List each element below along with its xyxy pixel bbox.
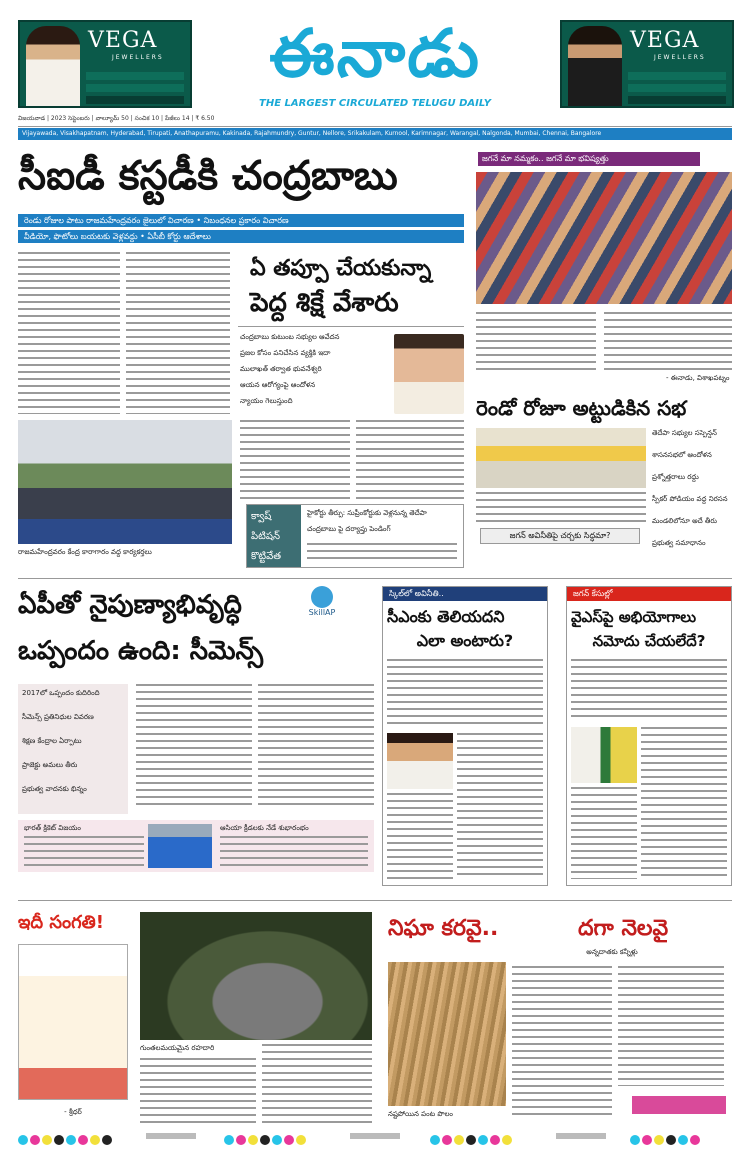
skill-logo-text: SkillAP [308, 608, 336, 617]
jagan-case-headline-1: వైఎస్‌పై అభియోగాలు [571, 608, 697, 626]
assembly-bullet: ప్రభుత్వ సమాధానం [652, 539, 706, 547]
cartoon-box [18, 912, 128, 1126]
lead-subhead-2: పెద్ద శిక్షే వేశారు [250, 288, 399, 318]
protest-box [476, 148, 732, 384]
assembly-bullet: స్పీకర్ పోడియం వద్ద నిరసన [652, 495, 728, 503]
strip-left: భారత్ క్రికెట్ విజయం [24, 824, 81, 832]
lead-column-2 [126, 252, 230, 414]
lead-photo-caption: రాజమహేంద్రవరం కేంద్ర కారాగారం వద్ద కార్యకర్తలు [18, 548, 152, 556]
road-caption: గుంతలమయమైన రహదారి [140, 1044, 215, 1052]
skill-case-headline-1: సీఎంకు తెలియదని [387, 607, 505, 626]
assembly-box [476, 392, 732, 572]
skill-case-headline-2: ఎలా అంటారు? [416, 631, 514, 650]
protest-photo [476, 172, 732, 304]
assembly-bullet: మండలిలోనూ అదే తీరు [652, 517, 717, 525]
editions-bar: Vijayawada, Visakhapatnam, Hyderabad, Tirupati, Anathapuramu, Kakinada, Rajahmundry, Guntur, Nellore, Srikakulam, Kurnool, Karimnagar, Warangal, Nalgonda, Mumbai, Chennai, Bangalore [18, 128, 732, 140]
lead-column-3 [240, 420, 350, 500]
rain-box [382, 912, 732, 1126]
skill-case-box [382, 586, 548, 886]
ad-banner-right[interactable] [560, 20, 734, 108]
jagan-case-headline-2: నమోదు చేయలేదే? [592, 632, 706, 650]
skill-bullet: సీమెన్స్ ప్రతినిధుల వివరణ [22, 713, 94, 721]
cartoon-title: ఇదీ సంగతి! [18, 912, 104, 933]
ad-brand: VEGA [88, 28, 158, 53]
assembly-bullet: ప్రశ్నోత్తరాలు రద్దు [652, 473, 699, 481]
quash-label: క్వాష్ పిటిషన్ కొట్టివేత [247, 505, 301, 567]
skill-bullet: ప్రాజెక్టు అమలు తీరు [22, 761, 78, 769]
assembly-headline: రెండో రోజూ అట్టుడికిన సభ [476, 396, 687, 420]
rain-headline-1: నిఘా కరవై.. [388, 916, 499, 941]
lead-bullet: ఆయన ఆరోగ్యంపై ఆందోళన [240, 381, 316, 389]
skill-bullet: ప్రభుత్వ వాదనకు భిన్నం [22, 785, 87, 793]
ad-person-image [26, 26, 80, 108]
assembly-bullet: శాసనసభలో ఆందోళన [652, 451, 712, 459]
lead-banner-2: వీడియో, ఫొటోలు బయటకు వెళ్లవద్దు • ఏసీబీ కోర్టు ఆదేశాలు [18, 230, 464, 243]
rain-badge [632, 1096, 726, 1114]
quash-box [246, 504, 464, 568]
assembly-banner: జగన్ అవినీతిపై చర్చకు సిద్ధమా? [480, 528, 640, 544]
cartoon-image [18, 944, 128, 1100]
crop-photo [388, 962, 506, 1106]
lead-bullets [240, 332, 390, 406]
lead-headline: సీఐడీ కస్టడీకి చంద్రబాబు [18, 153, 398, 199]
rain-caption: నష్టపోయిన పంట పొలం [388, 1110, 453, 1118]
skill-bullet: శిక్షణ కేంద్రాల ఏర్పాటు [22, 737, 82, 745]
skill-bullets [18, 684, 128, 814]
jail-crowd-photo [18, 420, 232, 544]
lead-bullet: చంద్రబాబు కుటుంబ సభ్యుల ఆవేదన [240, 333, 340, 341]
lead-bullet: ప్రజల కోసం పనిచేసిన వ్యక్తికి ఇదా [240, 349, 331, 357]
rain-subhead: అన్నదాతకు కన్నీళ్లు [586, 948, 638, 956]
masthead-title: ఈనాడు [269, 15, 481, 92]
lead-subhead-1: ఏ తప్పూ చేయకున్నా [250, 256, 432, 281]
skill-headline-2: ఒప్పందం ఉంది: సీమెన్స్ [18, 636, 264, 666]
ad-brand-sub: JEWELLERS [654, 54, 706, 61]
quash-text-2: చంద్రబాబు పై దర్యాప్తు పెండింగ్ [307, 525, 391, 533]
strip-right: ఆసియా క్రీడలకు నేడే శుభారంభం [220, 824, 309, 832]
sports-strip [18, 820, 374, 872]
ad-brand-sub: JEWELLERS [112, 54, 164, 61]
protest-label: జగనే మా నమ్మకం.. జగనే మా భవిష్యత్తు [478, 152, 700, 166]
masthead-tagline: THE LARGEST CIRCULATED TELUGU DAILY [259, 98, 491, 109]
ad-banner-left[interactable] [18, 20, 192, 108]
chandrababu-portrait [394, 334, 464, 414]
ad-brand: VEGA [630, 28, 700, 53]
jagan-case-photo [571, 727, 637, 783]
ad-person-image [568, 26, 622, 108]
skill-case-label: స్కిల్‌లో అవినీతి.. [383, 587, 547, 601]
assembly-bullets [652, 428, 732, 548]
road-photo [140, 912, 372, 1040]
skill-ap-logo [298, 586, 346, 626]
lead-column-1 [18, 252, 120, 414]
cartoon-caption: - శ్రీధర్ [64, 1108, 82, 1116]
rain-headline-2: దగా నెలవై [578, 916, 669, 941]
lead-bullet: న్యాయం గెలుస్తుంది [240, 397, 293, 405]
lead-column-4 [356, 420, 464, 500]
jagan-case-label: జగన్ కేసుల్లో [567, 587, 731, 601]
dateline: విజయవాడ | 2023 సెప్టెంబరు | వాల్యూమ్ 50 | సంచిక 10 | పేజీలు 14 | ₹ 6.50 [18, 115, 732, 127]
cricket-photo [148, 824, 212, 868]
quash-text-1: హైకోర్టు తీర్పు: సుప్రీంకోర్టుకు వెళ్లనున్న తెదేపా [307, 509, 427, 517]
lead-banner-1: రెండు రోజుల పాటు రాజమహేంద్రవరం జైలులో విచారణ • నిబంధనల ప్రకారం విచారణ [18, 214, 464, 227]
protest-caption: - ఈనాడు, విశాఖపట్నం [666, 374, 730, 382]
skill-headline-1: ఏపీతో నైపుణ్యాభివృద్ధి [18, 590, 242, 620]
assembly-photo [476, 428, 646, 488]
jagan-case-box [566, 586, 732, 886]
skill-case-photo [387, 733, 453, 789]
assembly-bullet: తెదేపా సభ్యుల సస్పెన్షన్ [652, 429, 717, 437]
masthead [205, 14, 545, 112]
skill-bullet: 2017లో ఒప్పందం కుదిరింది [22, 689, 100, 697]
lead-bullet: ములాఖత్ తర్వాత భువనేశ్వరి [240, 365, 322, 373]
